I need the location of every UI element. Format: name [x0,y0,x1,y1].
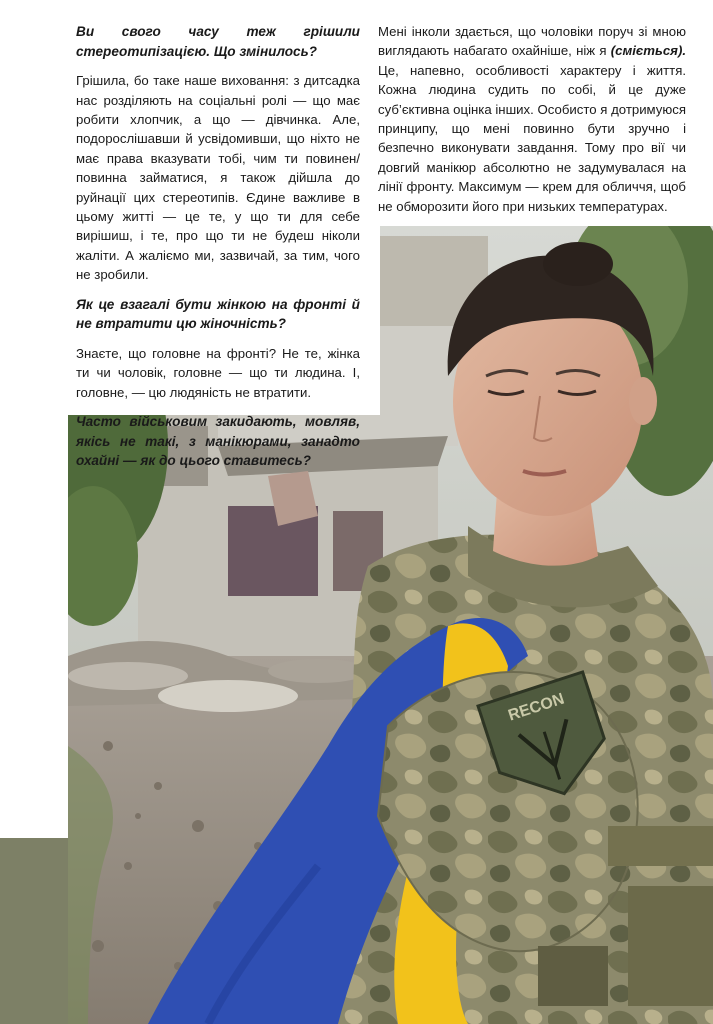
left-text-column [76,22,360,481]
question-1: Ви свого часу теж грішили стереотипізацією. Що змінилось? [76,24,360,59]
answer-3 [378,22,686,216]
answer-1: Грішила, бо таке наше виховання: з дитсадка нас розділяють на соціальні ролі — що має робити хлопчик, а що — дівчинка. Але, подорослішавши й усвідомивши, що ніхто не має права вказувати тобі, чим ти повинен/повинна займатися, я також дійшла до руйнації цих стереотипів. Єдине важливе в цьому житті — це те, у що ти для себе вирішиш, і те, про що ти не будеш ніколи жаліти. А жаліємо ми, зазвичай, за тим, чого не зробили. [76,73,360,283]
answer-2: Знаєте, що головне на фронті? Не те, жінка ти чи чоловік, головне — що ти людина. І, головне, — цю людяність не втратити. [76,345,360,400]
question-2: Як це взагалі бути жінкою на фронті й не втратити цю жіночність? [76,296,360,332]
right-text-column [378,22,686,226]
question-3: Часто військовим закидають, мовляв, якісь не такі, з манікюрами, занадто охайні — як до цього ставитесь? [76,414,360,469]
answer-3-part2: Це, напевно, особливості характеру і життя. Кожна людина судить по собі, й це дуже суб’єктивна оцінка інших. Особисто я дотримуюся принципу, що мені повинно бути зручно і безпечно виконувати завдання. Тому про вії чи довгий манікюр абсолютно не задумувалася на лінії фронту. Максимум — крем для обличчя, щоб не обморозити його при низьких температурах. [378,62,686,214]
patch-text: RECON [506,690,567,725]
answer-3-emphasis: (сміється). [610,43,686,59]
olive-edge-strip [0,838,68,1024]
answer-3-part1: Мені інколи здається, що чоловіки поруч зі мною виглядають набагато охайніше, ніж я [378,24,686,59]
